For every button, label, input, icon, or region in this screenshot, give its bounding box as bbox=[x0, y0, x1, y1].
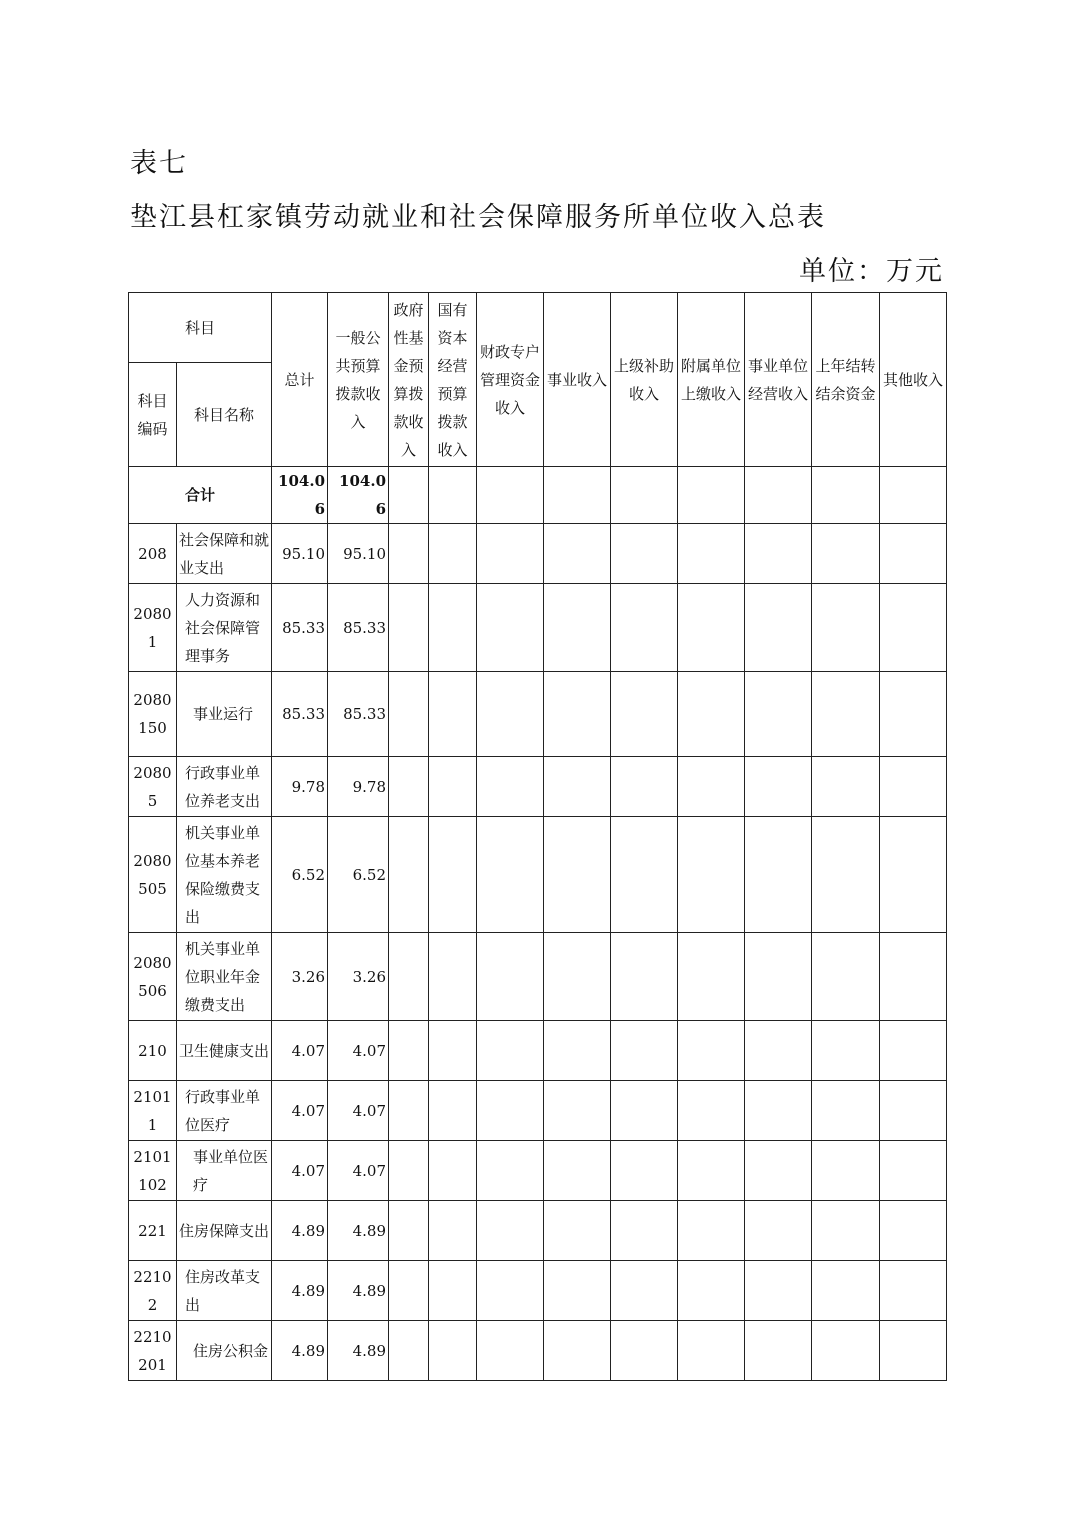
table-row bbox=[129, 817, 947, 933]
empty-cell bbox=[745, 584, 812, 672]
row-name: 事业运行 bbox=[177, 672, 272, 757]
empty-cell bbox=[745, 524, 812, 584]
header-affiliate-remit: 附属单位上缴收入 bbox=[678, 293, 745, 467]
empty-cell bbox=[745, 1201, 812, 1261]
empty-cell bbox=[880, 672, 947, 757]
empty-cell bbox=[880, 1201, 947, 1261]
row-general: 4.07 bbox=[328, 1081, 389, 1141]
row-total: 95.10 bbox=[272, 524, 328, 584]
row-code: 221 bbox=[129, 1201, 177, 1261]
table-row bbox=[129, 1021, 947, 1081]
empty-cell bbox=[611, 1021, 678, 1081]
table-row bbox=[129, 584, 947, 672]
table-row bbox=[129, 933, 947, 1021]
empty-cell bbox=[678, 584, 745, 672]
empty-cell bbox=[880, 1081, 947, 1141]
row-code: 20805 bbox=[129, 757, 177, 817]
table-row bbox=[129, 1261, 947, 1321]
empty-cell bbox=[429, 1261, 477, 1321]
empty-cell bbox=[477, 672, 544, 757]
empty-cell bbox=[544, 1081, 611, 1141]
empty-cell bbox=[544, 1141, 611, 1201]
empty-cell bbox=[544, 524, 611, 584]
row-general: 4.07 bbox=[328, 1021, 389, 1081]
row-total: 4.89 bbox=[272, 1321, 328, 1381]
table-row bbox=[129, 1321, 947, 1381]
row-total: 85.33 bbox=[272, 672, 328, 757]
empty-cell bbox=[389, 1321, 429, 1381]
empty-cell bbox=[477, 584, 544, 672]
empty-cell bbox=[812, 933, 880, 1021]
empty-cell bbox=[429, 1321, 477, 1381]
row-code: 2080505 bbox=[129, 817, 177, 933]
empty-cell bbox=[880, 1261, 947, 1321]
empty-cell bbox=[477, 1201, 544, 1261]
row-code: 210 bbox=[129, 1021, 177, 1081]
empty-cell bbox=[880, 817, 947, 933]
empty-cell bbox=[745, 1261, 812, 1321]
empty-cell bbox=[745, 1081, 812, 1141]
empty-cell bbox=[678, 1021, 745, 1081]
header-general-budget: 一般公共预算拨款收入 bbox=[328, 293, 389, 467]
empty-cell bbox=[678, 933, 745, 1021]
empty-cell bbox=[812, 1321, 880, 1381]
empty-cell bbox=[678, 467, 745, 524]
empty-cell bbox=[678, 1321, 745, 1381]
empty-cell bbox=[678, 1081, 745, 1141]
empty-cell bbox=[429, 933, 477, 1021]
empty-cell bbox=[477, 1141, 544, 1201]
empty-cell bbox=[745, 933, 812, 1021]
header-operation-income: 事业单位经营收入 bbox=[745, 293, 812, 467]
empty-cell bbox=[544, 672, 611, 757]
empty-cell bbox=[389, 1201, 429, 1261]
table-row bbox=[129, 1201, 947, 1261]
empty-cell bbox=[880, 467, 947, 524]
empty-cell bbox=[611, 1141, 678, 1201]
empty-cell bbox=[544, 817, 611, 933]
empty-cell bbox=[429, 584, 477, 672]
empty-cell bbox=[389, 1261, 429, 1321]
row-code: 208 bbox=[129, 524, 177, 584]
empty-cell bbox=[389, 1021, 429, 1081]
table-row bbox=[129, 672, 947, 757]
empty-cell bbox=[745, 1321, 812, 1381]
empty-cell bbox=[611, 1201, 678, 1261]
empty-cell bbox=[429, 1201, 477, 1261]
row-total: 85.33 bbox=[272, 584, 328, 672]
header-other-income: 其他收入 bbox=[880, 293, 947, 467]
empty-cell bbox=[544, 933, 611, 1021]
empty-cell bbox=[611, 467, 678, 524]
empty-cell bbox=[611, 672, 678, 757]
row-general: 4.07 bbox=[328, 1141, 389, 1201]
total-total: 104.06 bbox=[272, 467, 328, 524]
row-name: 社会保障和就业支出 bbox=[177, 524, 272, 584]
table-row bbox=[129, 1081, 947, 1141]
empty-cell bbox=[745, 757, 812, 817]
row-total: 4.07 bbox=[272, 1141, 328, 1201]
income-summary-table bbox=[128, 292, 947, 1381]
header-state-capital: 国有资本经营预算拨款收入 bbox=[429, 293, 477, 467]
row-general: 3.26 bbox=[328, 933, 389, 1021]
empty-cell bbox=[611, 524, 678, 584]
empty-cell bbox=[812, 524, 880, 584]
empty-cell bbox=[611, 1321, 678, 1381]
empty-cell bbox=[812, 467, 880, 524]
row-code: 2101102 bbox=[129, 1141, 177, 1201]
row-general: 9.78 bbox=[328, 757, 389, 817]
empty-cell bbox=[429, 672, 477, 757]
row-code: 2210201 bbox=[129, 1321, 177, 1381]
empty-cell bbox=[544, 584, 611, 672]
empty-cell bbox=[880, 584, 947, 672]
row-total: 9.78 bbox=[272, 757, 328, 817]
row-name: 行政事业单位医疗 bbox=[177, 1081, 272, 1141]
empty-cell bbox=[880, 757, 947, 817]
row-total: 4.07 bbox=[272, 1021, 328, 1081]
row-general: 4.89 bbox=[328, 1201, 389, 1261]
empty-cell bbox=[544, 1201, 611, 1261]
empty-cell bbox=[429, 524, 477, 584]
empty-cell bbox=[389, 584, 429, 672]
header-subject-name: 科目名称 bbox=[177, 363, 272, 467]
row-name: 机关事业单位职业年金缴费支出 bbox=[177, 933, 272, 1021]
empty-cell bbox=[880, 1321, 947, 1381]
row-code: 2080150 bbox=[129, 672, 177, 757]
empty-cell bbox=[389, 672, 429, 757]
row-general: 85.33 bbox=[328, 672, 389, 757]
total-general: 104.06 bbox=[328, 467, 389, 524]
empty-cell bbox=[812, 672, 880, 757]
empty-cell bbox=[611, 757, 678, 817]
row-total: 4.07 bbox=[272, 1081, 328, 1141]
row-total: 3.26 bbox=[272, 933, 328, 1021]
header-special-account: 财政专户管理资金收入 bbox=[477, 293, 544, 467]
row-general: 85.33 bbox=[328, 584, 389, 672]
empty-cell bbox=[429, 1021, 477, 1081]
empty-cell bbox=[812, 817, 880, 933]
empty-cell bbox=[477, 467, 544, 524]
empty-cell bbox=[880, 1141, 947, 1201]
row-name: 住房保障支出 bbox=[177, 1201, 272, 1261]
empty-cell bbox=[389, 933, 429, 1021]
empty-cell bbox=[477, 757, 544, 817]
empty-cell bbox=[611, 1081, 678, 1141]
empty-cell bbox=[429, 1141, 477, 1201]
empty-cell bbox=[544, 467, 611, 524]
empty-cell bbox=[745, 467, 812, 524]
header-business-income: 事业收入 bbox=[544, 293, 611, 467]
empty-cell bbox=[745, 1141, 812, 1201]
empty-cell bbox=[880, 933, 947, 1021]
header-superior-subsidy: 上级补助收入 bbox=[611, 293, 678, 467]
empty-cell bbox=[812, 1021, 880, 1081]
row-general: 6.52 bbox=[328, 817, 389, 933]
row-code: 22102 bbox=[129, 1261, 177, 1321]
empty-cell bbox=[812, 1201, 880, 1261]
row-code: 2080506 bbox=[129, 933, 177, 1021]
row-name: 事业单位医疗 bbox=[177, 1141, 272, 1201]
total-row bbox=[129, 467, 947, 524]
row-name: 人力资源和社会保障管理事务 bbox=[177, 584, 272, 672]
row-name: 行政事业单位养老支出 bbox=[177, 757, 272, 817]
empty-cell bbox=[429, 467, 477, 524]
empty-cell bbox=[812, 1261, 880, 1321]
empty-cell bbox=[812, 1081, 880, 1141]
empty-cell bbox=[678, 1141, 745, 1201]
empty-cell bbox=[678, 817, 745, 933]
document-title: 垫江县杠家镇劳动就业和社会保障服务所单位收入总表 bbox=[130, 202, 826, 233]
row-general: 4.89 bbox=[328, 1261, 389, 1321]
empty-cell bbox=[678, 1261, 745, 1321]
table-row bbox=[129, 1141, 947, 1201]
empty-cell bbox=[477, 1021, 544, 1081]
empty-cell bbox=[477, 1321, 544, 1381]
empty-cell bbox=[477, 1261, 544, 1321]
empty-cell bbox=[477, 524, 544, 584]
row-total: 4.89 bbox=[272, 1261, 328, 1321]
header-carryover: 上年结转结余资金 bbox=[812, 293, 880, 467]
empty-cell bbox=[429, 757, 477, 817]
empty-cell bbox=[678, 672, 745, 757]
header-subject-group: 科目 bbox=[129, 293, 272, 363]
unit-label: 单位：万元 bbox=[799, 256, 944, 287]
empty-cell bbox=[745, 672, 812, 757]
empty-cell bbox=[429, 817, 477, 933]
row-total: 6.52 bbox=[272, 817, 328, 933]
table-number-label: 表七 bbox=[130, 148, 188, 179]
empty-cell bbox=[745, 1021, 812, 1081]
empty-cell bbox=[812, 757, 880, 817]
row-general: 95.10 bbox=[328, 524, 389, 584]
row-name: 住房公积金 bbox=[177, 1321, 272, 1381]
header-subject-code: 科目编码 bbox=[129, 363, 177, 467]
row-code: 21011 bbox=[129, 1081, 177, 1141]
empty-cell bbox=[429, 1081, 477, 1141]
header-row-1 bbox=[129, 293, 947, 363]
row-code: 20801 bbox=[129, 584, 177, 672]
row-name: 住房改革支出 bbox=[177, 1261, 272, 1321]
row-total: 4.89 bbox=[272, 1201, 328, 1261]
row-general: 4.89 bbox=[328, 1321, 389, 1381]
empty-cell bbox=[678, 524, 745, 584]
row-name: 卫生健康支出 bbox=[177, 1021, 272, 1081]
row-name: 机关事业单位基本养老保险缴费支出 bbox=[177, 817, 272, 933]
empty-cell bbox=[678, 1201, 745, 1261]
empty-cell bbox=[544, 757, 611, 817]
empty-cell bbox=[389, 757, 429, 817]
table-row bbox=[129, 757, 947, 817]
empty-cell bbox=[611, 817, 678, 933]
empty-cell bbox=[880, 524, 947, 584]
empty-cell bbox=[611, 1261, 678, 1321]
empty-cell bbox=[544, 1021, 611, 1081]
header-total: 总计 bbox=[272, 293, 328, 467]
empty-cell bbox=[812, 1141, 880, 1201]
empty-cell bbox=[389, 817, 429, 933]
empty-cell bbox=[389, 524, 429, 584]
empty-cell bbox=[477, 817, 544, 933]
empty-cell bbox=[477, 1081, 544, 1141]
empty-cell bbox=[389, 1141, 429, 1201]
empty-cell bbox=[611, 933, 678, 1021]
empty-cell bbox=[745, 817, 812, 933]
total-label: 合计 bbox=[129, 467, 272, 524]
empty-cell bbox=[389, 1081, 429, 1141]
empty-cell bbox=[389, 467, 429, 524]
header-gov-fund: 政府性基金预算拨款收入 bbox=[389, 293, 429, 467]
empty-cell bbox=[544, 1261, 611, 1321]
empty-cell bbox=[812, 584, 880, 672]
empty-cell bbox=[678, 757, 745, 817]
empty-cell bbox=[477, 933, 544, 1021]
empty-cell bbox=[880, 1021, 947, 1081]
table-row bbox=[129, 524, 947, 584]
empty-cell bbox=[544, 1321, 611, 1381]
empty-cell bbox=[611, 584, 678, 672]
